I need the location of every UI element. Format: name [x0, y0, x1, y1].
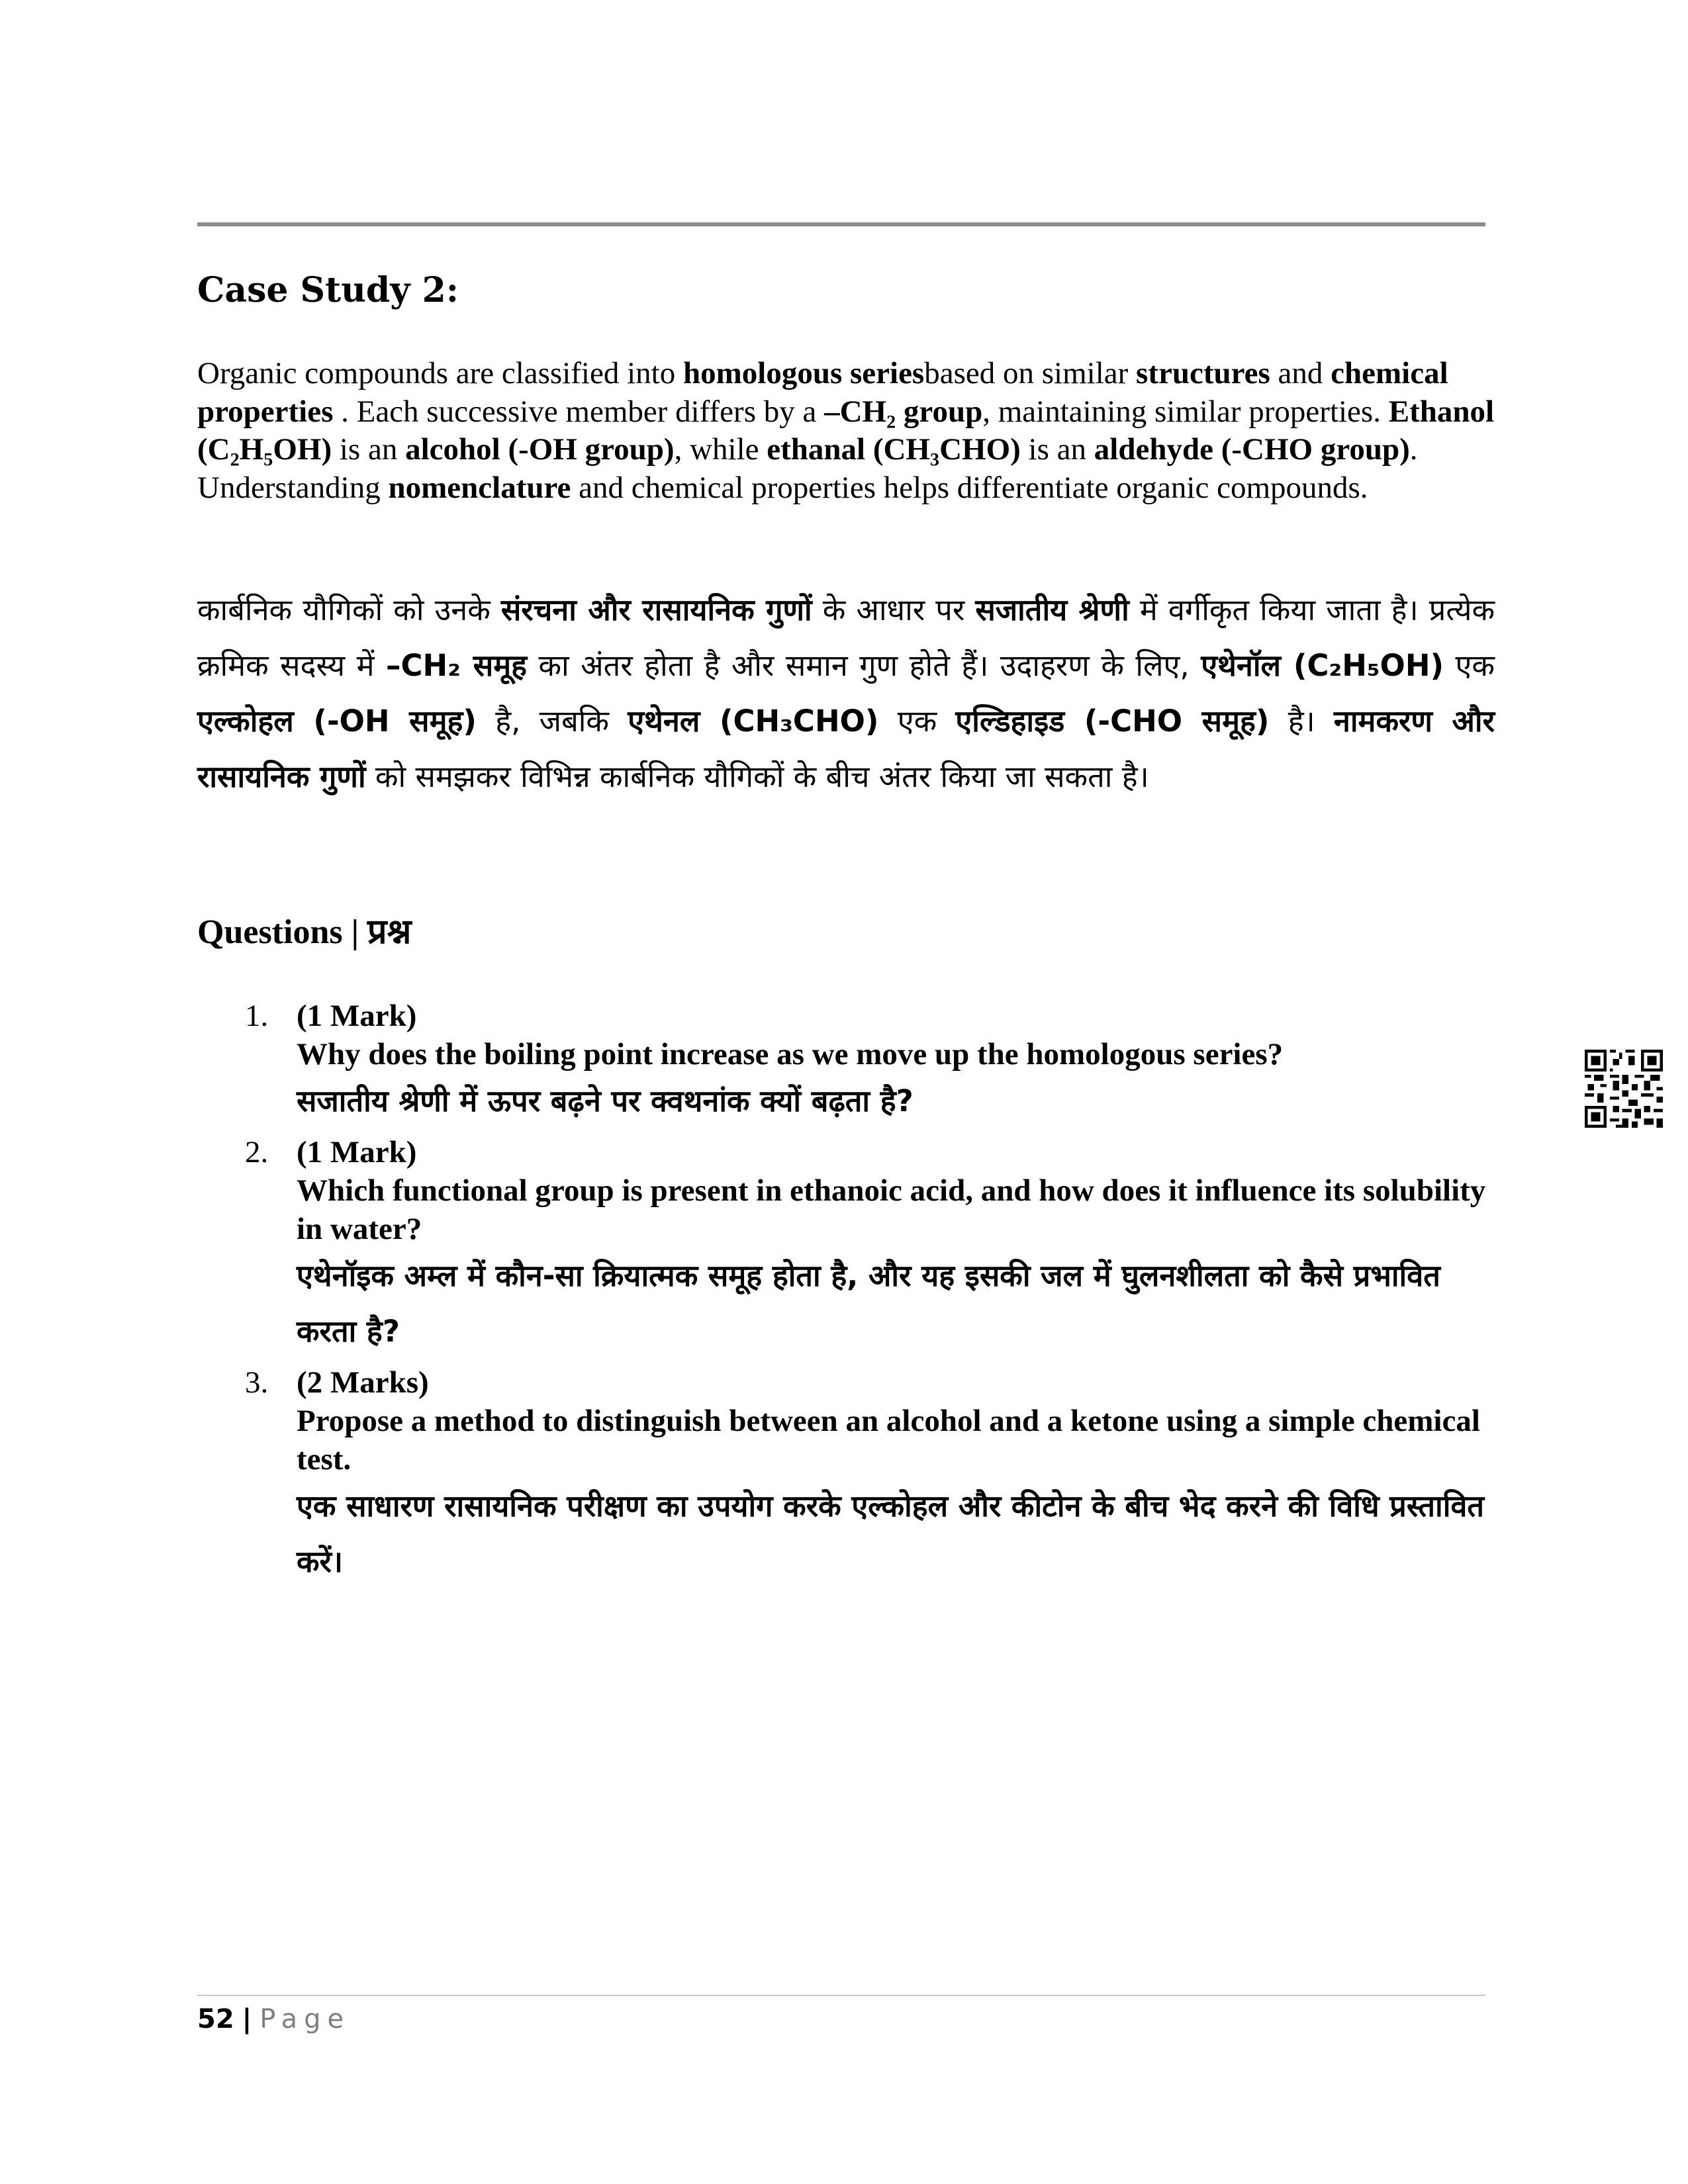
question-item: [245, 1133, 1489, 1359]
keyword: संरचना और रासायनिक गुणों: [500, 592, 812, 627]
keyword: एल्कोहल (-OH समूह): [197, 704, 477, 739]
header-rule: [197, 222, 1485, 226]
keyword: –CH₂ समूह: [386, 648, 527, 683]
question-item: [245, 1363, 1489, 1590]
keyword: Ethanol (C₂H₅OH): [197, 394, 1495, 467]
keyword: एथेनल (CH₃CHO): [628, 704, 879, 739]
english-paragraph: Organic compounds are classified into homologous seriesbased on similar structures and chemical properties . Each successive member differs by a –CH₂ group, maintaining similar properties. Ethanol (C₂H₅OH) is an alcohol (-OH group), while ethanal (CH₃CHO) is an aldehyde (-CHO group). Understanding nomenclature and chemical properties helps differentiate organic compounds.: [197, 356, 1495, 505]
questions-heading: Questions | प्रश्न: [197, 913, 412, 951]
keyword: ethanal (CH₃CHO): [767, 432, 1021, 467]
keyword: सजातीय श्रेणी: [975, 592, 1129, 627]
footer-rule: [197, 1995, 1485, 1996]
question-marks: (2 Marks): [297, 1365, 429, 1400]
question-number: 1.: [245, 999, 269, 1033]
question-text-hindi: सजातीय श्रेणी में ऊपर बढ़ने पर क्वथनांक क्यों बढ़ता है?: [297, 1083, 914, 1118]
keyword: एल्डिहाइड (-CHO समूह): [955, 704, 1270, 739]
qr-code-icon: [1585, 1050, 1663, 1128]
question-number: 3.: [245, 1365, 269, 1400]
question-text-english: Which functional group is present in ethanoic acid, and how does it influence its solubility in water?: [297, 1173, 1486, 1246]
page-number: 52: [197, 2004, 234, 2034]
keyword: नामकरण और रासायनिक गुणों: [197, 704, 1495, 794]
keyword: homologous series: [682, 356, 925, 390]
question-item: [245, 997, 1489, 1129]
case-study-title: Case Study 2:: [197, 270, 459, 310]
keyword: chemical properties: [197, 356, 1448, 429]
page-label: Page: [259, 2004, 351, 2034]
question-marks: (1 Mark): [297, 999, 417, 1033]
question-marks: (1 Mark): [297, 1135, 417, 1169]
page-footer: [197, 2004, 350, 2034]
question-text-hindi: एक साधारण रासायनिक परीक्षण का उपयोग करके एल्कोहल और कीटोन के बीच भेद करने की विधि प्रस्तावित करें।: [297, 1488, 1485, 1579]
question-text-english: Why does the boiling point increase as we move up the homologous series?: [297, 1037, 1284, 1071]
question-number: 2.: [245, 1135, 269, 1169]
hindi-paragraph: कार्बनिक यौगिकों को उनके संरचना और रासायनिक गुणों के आधार पर सजातीय श्रेणी में वर्गीकृत किया जाता है। प्रत्येक क्रमिक सदस्य में –CH₂ समूह का अंतर होता है और समान गुण होते हैं। उदाहरण के लिए, एथेनॉल (C₂H₅OH) एक एल्कोहल (-OH समूह) है, जबकि एथेनल (CH₃CHO) एक एल्डिहाइड (-CHO समूह) है। नामकरण और रासायनिक गुणों को समझकर विभिन्न कार्बनिक यौगिकों के बीच अंतर किया जा सकता है।: [197, 592, 1495, 794]
question-text-hindi: एथेनॉइक अम्ल में कौन-सा क्रियात्मक समूह होता है, और यह इसकी जल में घुलनशीलता को कैसे प्रभावित करता है?: [297, 1258, 1440, 1349]
keyword: structures: [1136, 356, 1270, 390]
keyword: –CH₂ group: [824, 394, 983, 429]
keyword: nomenclature: [388, 470, 571, 505]
keyword: alcohol (-OH group): [405, 432, 675, 467]
question-list: [245, 997, 1489, 1594]
keyword: एथेनॉल (C₂H₅OH): [1201, 648, 1444, 683]
keyword: aldehyde (-CHO group): [1094, 432, 1410, 467]
footer-separator: |: [242, 2004, 252, 2034]
question-text-english: Propose a method to distinguish between an alcohol and a ketone using a simple chemical test.: [297, 1404, 1480, 1477]
